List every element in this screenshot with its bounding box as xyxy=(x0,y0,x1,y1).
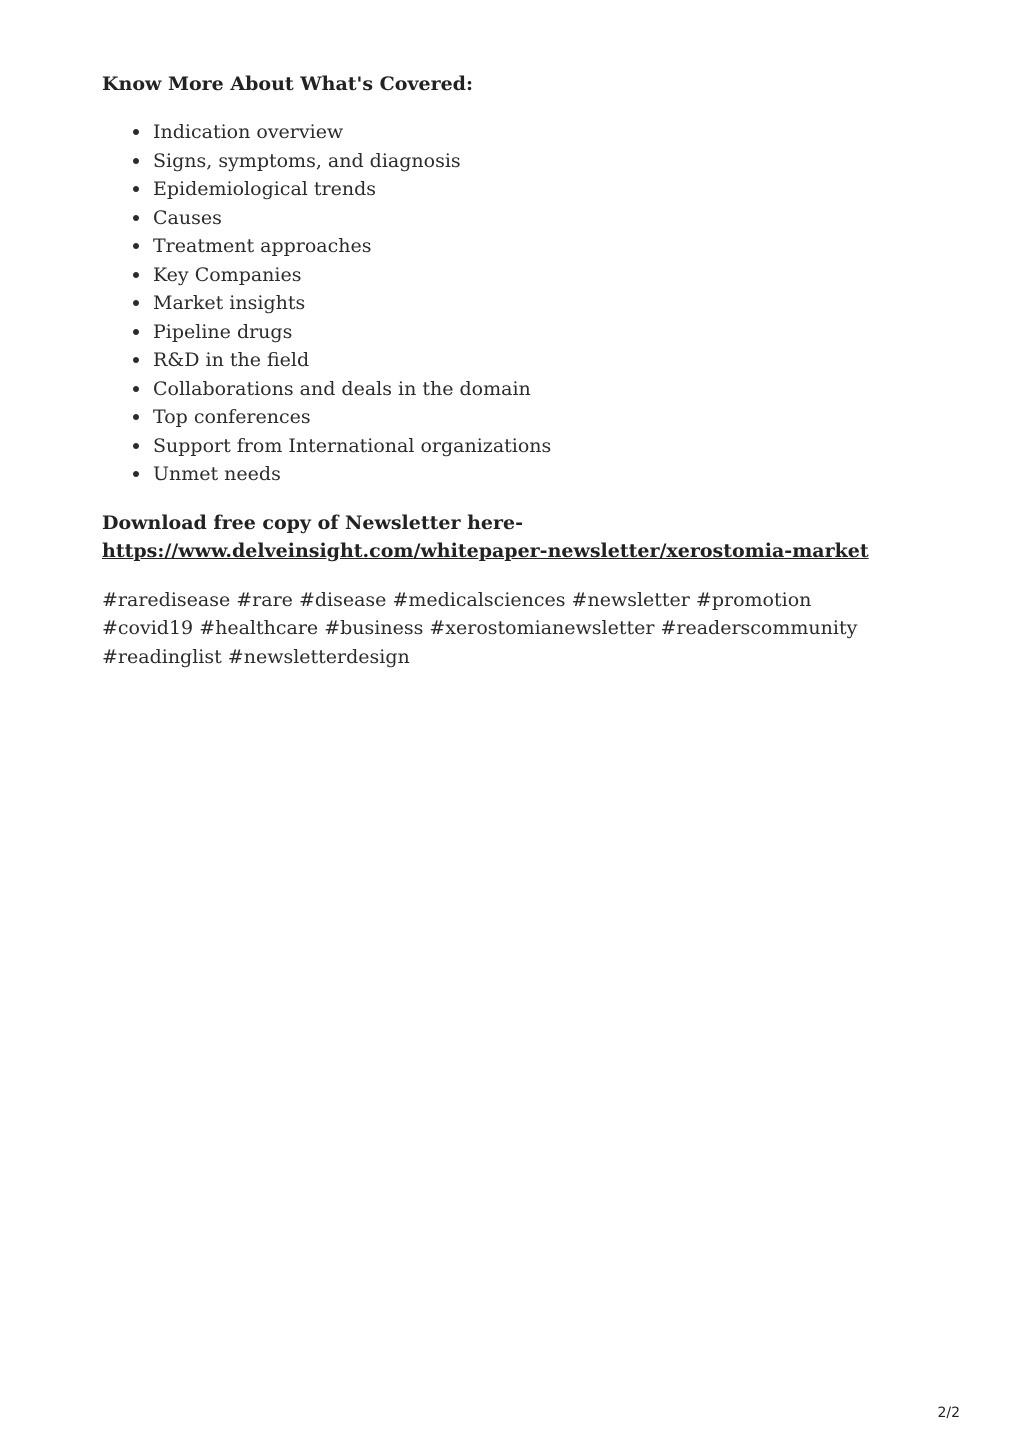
list-item: Pipeline drugs xyxy=(153,318,922,347)
list-item: Collaborations and deals in the domain xyxy=(153,375,922,404)
hashtags-text: #raredisease #rare #disease #medicalsciences #newsletter #promotion #covid19 #healthcare #business #xerostomianewsletter #readerscommunity #readinglist #newsletterdesign xyxy=(102,588,858,668)
list-item: Signs, symptoms, and diagnosis xyxy=(153,147,922,176)
list-item: Key Companies xyxy=(153,261,922,290)
list-item: Indication overview xyxy=(153,118,922,147)
covered-topics-list xyxy=(102,118,922,489)
section-heading: Know More About What's Covered: xyxy=(102,73,473,95)
list-item: Support from International organizations xyxy=(153,432,922,461)
download-paragraph xyxy=(102,509,922,566)
document-page xyxy=(102,70,922,671)
list-item: R&D in the field xyxy=(153,346,922,375)
download-label: Download free copy of Newsletter here- xyxy=(102,511,524,534)
list-item: Treatment approaches xyxy=(153,232,922,261)
list-item: Market insights xyxy=(153,289,922,318)
list-item: Epidemiological trends xyxy=(153,175,922,204)
list-item: Causes xyxy=(153,204,922,233)
list-item: Top conferences xyxy=(153,403,922,432)
page-number: 2/2 xyxy=(937,1405,960,1421)
newsletter-link[interactable]: https://www.delveinsight.com/whitepaper-newsletter/xerostomia-market xyxy=(102,540,869,562)
list-item: Unmet needs xyxy=(153,460,922,489)
